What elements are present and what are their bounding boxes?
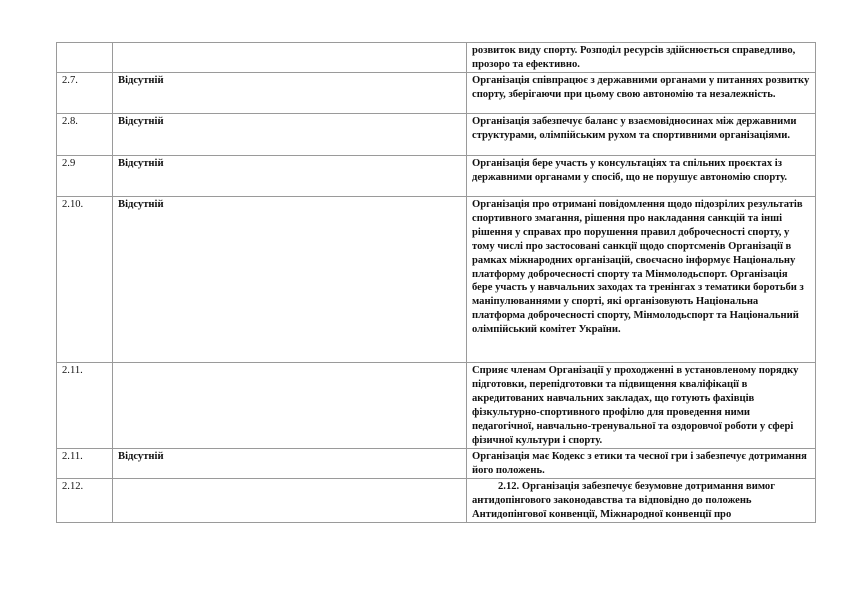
row-number: [57, 43, 113, 73]
row-status: Відсутній: [113, 449, 467, 479]
row-number: 2.8.: [57, 114, 113, 156]
row-description: розвиток виду спорту. Розподіл ресурсів здійснюється справедливо, прозоро та ефективно.: [467, 43, 816, 73]
row-status: Відсутній: [113, 73, 467, 114]
row-status: Відсутній: [113, 197, 467, 363]
row-number: 2.11.: [57, 363, 113, 449]
row-description: Організація бере участь у консультаціях та спільних проєктах із державними органами у спосіб, що не порушує автономію спорту.: [467, 156, 816, 197]
table-row: [57, 156, 816, 197]
table-row: [57, 43, 816, 73]
row-description: Організація співпрацює з державними органами у питаннях розвитку спорту, зберігаючи при цьому свою автономію та незалежність.: [467, 73, 816, 114]
table-row: [57, 478, 816, 522]
row-number: 2.11.: [57, 449, 113, 479]
row-number: 2.10.: [57, 197, 113, 363]
row-description: Сприяє членам Організації у проходженні в установленому порядку підготовки, перепідготовки та підвищення кваліфікації в акредитованих навчальних закладах, що готують фахівців фізкультурно-спортивного профілю для проведення ними педагогічної, навчально-тренувальної та оздоровчої роботи у сфері фізичної культури і спорту.: [467, 363, 816, 449]
row-number: 2.12.: [57, 478, 113, 522]
row-description: Організація забезпечує баланс у взаємовідносинах між державними структурами, олімпійським рухом та спортивними організаціями.: [467, 114, 816, 156]
table-row: [57, 197, 816, 363]
row-description-text: 2.12. Організація забезпечує безумовне дотримання вимог антидопінгового законодавства та відповідно до положень Антидопінгової конвенції, Міжнародної конвенції про: [472, 480, 776, 520]
row-number: 2.7.: [57, 73, 113, 114]
table-row: [57, 114, 816, 156]
row-status: Відсутній: [113, 156, 467, 197]
row-status: [113, 478, 467, 522]
requirements-table: [56, 42, 816, 523]
table-row: [57, 449, 816, 479]
row-number: 2.9: [57, 156, 113, 197]
table-row: [57, 73, 816, 114]
row-description: Організація про отримані повідомлення щодо підозрілих результатів спортивного змагання, рішення про накладання санкцій та інші рішення у справах про порушення правил доброчесності спорту, у тому числі про застосовані санкції щодо спортсменів Організації в рамках міжнародних організацій, своєчасно інформує Національну платформу доброчесності спорту та Мінмолодьспорт. Організація бере участь у навчальних заходах та тренінгах з тематики боротьби з маніпулюваннями у спорті, які організовують Національна платформа доброчесності спорту, Мінмолодьспорт та Національний олімпійський комітет України.: [467, 197, 816, 363]
table-row: [57, 363, 816, 449]
row-status: [113, 363, 467, 449]
row-status: [113, 43, 467, 73]
row-status: Відсутній: [113, 114, 467, 156]
row-description: [467, 478, 816, 522]
row-description: Організація має Кодекс з етики та чесної гри і забезпечує дотримання його положень.: [467, 449, 816, 479]
